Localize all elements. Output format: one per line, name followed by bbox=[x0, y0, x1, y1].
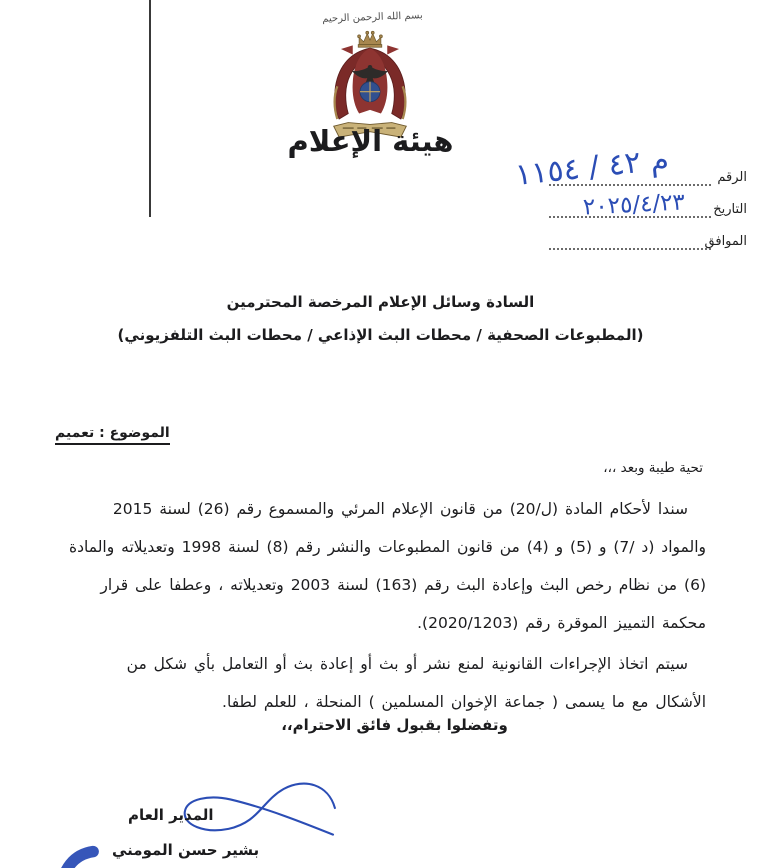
signatory-name: بشير حسن المومني bbox=[112, 841, 260, 859]
crown-icon bbox=[358, 31, 383, 47]
eagle-head bbox=[368, 65, 373, 70]
paragraph-line: محكمة التمييز الموقرة رقم (2020/1203). bbox=[417, 614, 706, 632]
paragraph-line: الأشكال مع ما يسمى ( جماعة الإخوان المسلمين ) المنحلة ، للعلم لطفا. bbox=[222, 693, 706, 711]
paragraph-line: (6) من نظام رخص البث وإعادة البث رقم (163) لسنة 2003 وتعديلاته ، وعطفا على قرار bbox=[100, 576, 706, 594]
greeting-line: تحية طيبة وبعد ،،، bbox=[603, 460, 703, 476]
org-name-calligraphy: هيئة الإعلام bbox=[287, 124, 454, 158]
closing-salutation: وتفضلوا بقبول فائق الاحترام،، bbox=[281, 716, 508, 734]
ink-stamp-mark bbox=[41, 837, 108, 868]
paragraph-line: سيتم اتخاذ الإجراءات القانونية لمنع نشر أو بث أو إعادة بث أو التعامل بأي شكل من bbox=[126, 655, 688, 673]
ref-date-value: ٢٠٢٥/٤/٢٣ bbox=[582, 189, 686, 221]
ref-corresponding-label: الموافق bbox=[704, 234, 747, 249]
recipients-heading: السادة وسائل الإعلام المرخصة المحترمين bbox=[226, 293, 535, 311]
paragraph-legal-basis bbox=[57, 490, 706, 642]
bismillah-script: بسم الله الرحمن الرحيم bbox=[322, 10, 423, 25]
paragraph-directive bbox=[57, 645, 706, 721]
ref-corresponding-dotted-line bbox=[549, 236, 711, 250]
paragraph-line: سندا لأحكام المادة (ل/20) من قانون الإعلام المرئي والمسموع رقم (26) لسنة 2015 bbox=[112, 500, 688, 518]
subject-line bbox=[55, 425, 170, 441]
flag-icon bbox=[387, 45, 399, 54]
scan-artifact-line bbox=[149, 0, 151, 217]
subject-text: الموضوع : تعميم bbox=[55, 425, 170, 445]
ref-number-label: الرقم bbox=[717, 170, 747, 185]
recipients-subheading: (المطبوعات الصحفية / محطات البث الإذاعي / محطات البث التلفزيوني) bbox=[117, 326, 644, 344]
paragraph-line: والمواد (د /7) و (5) و (4) من قانون المطبوعات والنشر رقم (8) لسنة 1998 وتعديلاته والمادة bbox=[68, 538, 706, 556]
ref-date-label: التاريخ bbox=[713, 202, 747, 217]
flag-icon bbox=[341, 45, 353, 54]
ref-number-value: م ٤٢ / ١١٥٤ bbox=[513, 142, 671, 193]
signatory-title: المدير العام bbox=[128, 806, 214, 824]
